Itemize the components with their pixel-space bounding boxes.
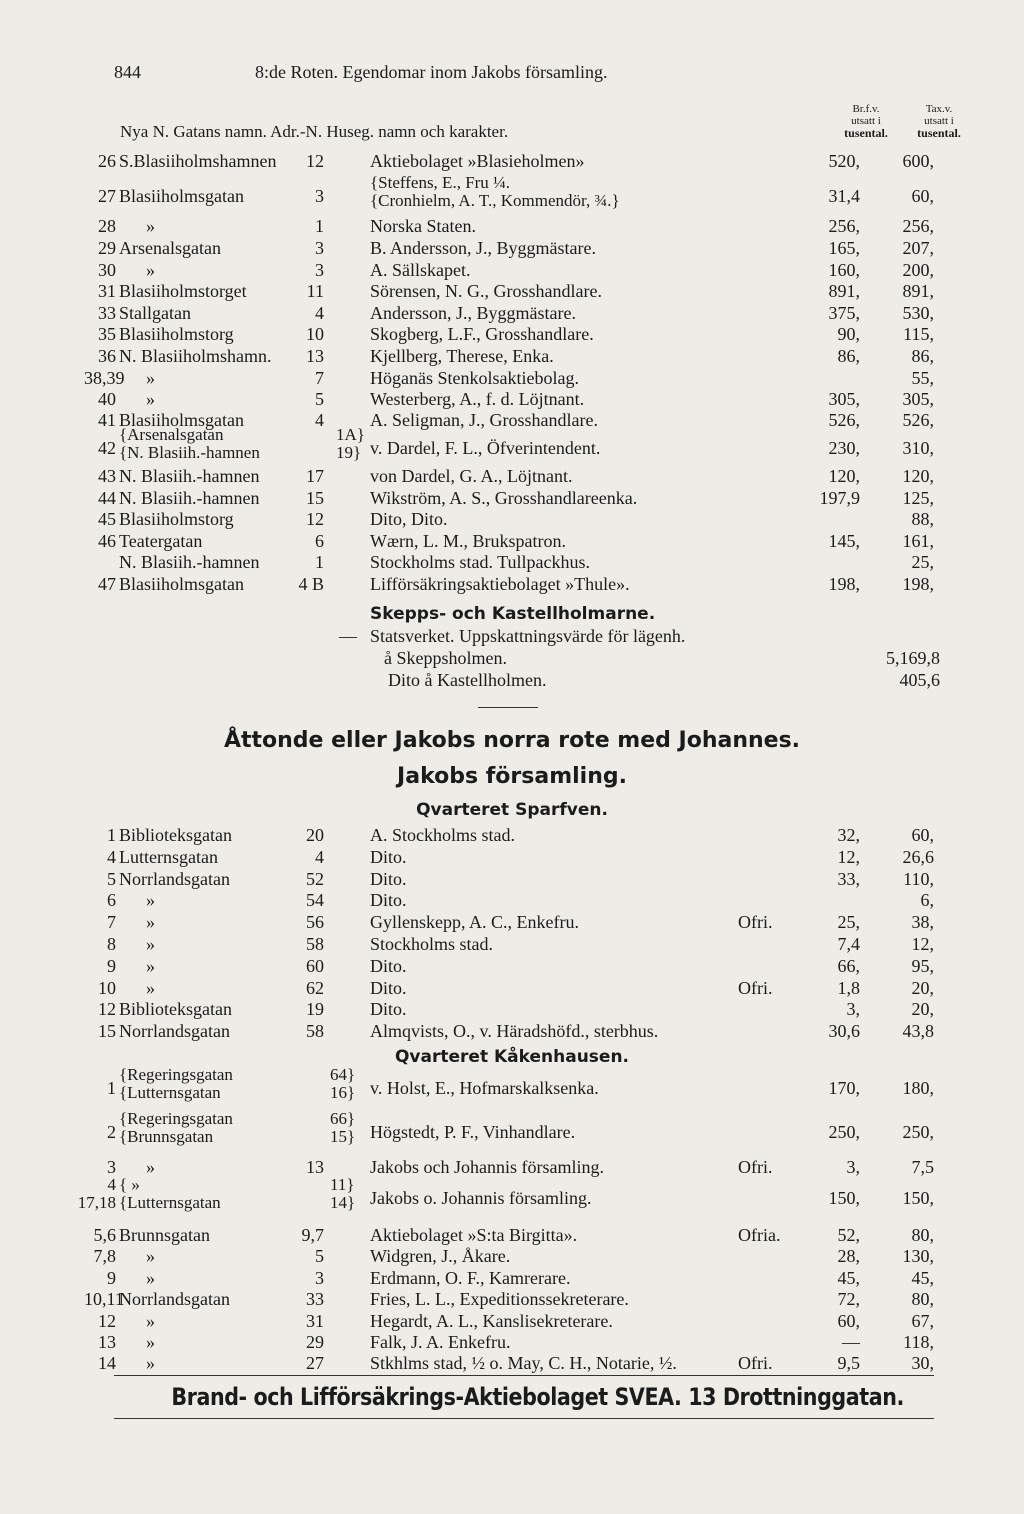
fire-insurance-value: 7,4 — [837, 934, 860, 954]
owner-name: A. Sällskapet. — [370, 260, 471, 280]
section-title: Åttonde eller Jakobs norra rote med Johannes. — [223, 728, 801, 753]
table-row — [0, 824, 1024, 846]
table-row — [0, 465, 1024, 487]
quarter-heading-sparfven: Qvarteret Sparfven. — [416, 800, 608, 820]
tax-value: 526, — [902, 410, 934, 430]
address-number: 5 — [315, 1246, 324, 1267]
row-number: 1 — [107, 825, 116, 845]
owner-cell: v. Holst, E., Hofmarskalksenka. — [370, 1078, 599, 1098]
street-name: Blasiiholmstorg — [119, 509, 234, 530]
tax-value: 207, — [902, 238, 934, 258]
row-number: 15 — [98, 1021, 116, 1042]
address-number: 20 — [306, 825, 324, 845]
address-number: 4 — [315, 846, 324, 867]
owner-name: Aktiebolaget »Blasieholmen» — [370, 151, 585, 171]
fire-insurance-value: 60, — [837, 1310, 860, 1331]
table-row — [0, 1109, 1024, 1152]
owner-name: Skogberg, L.F., Grosshandlare. — [370, 324, 594, 344]
street-name: » — [146, 890, 155, 911]
address-number: 54 — [306, 890, 324, 911]
address-number: 60 — [306, 955, 324, 976]
tax-value: 161, — [902, 530, 934, 551]
tax-value: 26,6 — [902, 846, 934, 867]
tax-value: 80, — [911, 1289, 934, 1310]
table-row: 27 Blasiiholmsgatan 3 {Steffens, E., Fru ¼. {Cronhielm, A. T., Kommendör, ¾.} 31,4 60, — [98, 173, 934, 210]
fire-insurance-value: 25, — [837, 912, 860, 933]
fire-insurance-value: 165, — [828, 238, 860, 258]
table-row — [0, 955, 1024, 977]
exempt-flag: Ofri. — [738, 977, 773, 998]
tax-value: 115, — [903, 324, 934, 344]
row-number: 41 — [98, 410, 116, 430]
owner-name: A. Seligman, J., Grosshandlare. — [370, 410, 598, 430]
address-number: 19 — [306, 999, 324, 1020]
street-name: » — [146, 1267, 155, 1288]
fire-insurance-value: 1,8 — [837, 977, 860, 998]
tax-value: 256, — [902, 216, 934, 236]
footer-rule-bottom — [114, 1418, 934, 1419]
fire-insurance-value: 28, — [837, 1246, 860, 1267]
row-number: 8 — [107, 934, 116, 954]
column-header-tax: Tax.v. utsatt i tusental. — [917, 103, 961, 140]
gata-cell: {Lutternsgatan — [119, 1083, 221, 1102]
adr-cell: 64} — [330, 1065, 356, 1084]
table-row — [0, 1224, 1024, 1246]
table-row — [0, 1352, 1024, 1374]
fire-insurance-value: — — [842, 1332, 860, 1352]
tax-value: 88, — [911, 509, 934, 530]
owner-name: A. Stockholms stad. — [370, 825, 516, 845]
fire-insurance-value: 32, — [837, 825, 860, 845]
table-row — [0, 1288, 1024, 1310]
tax-value: 305, — [902, 389, 934, 409]
owner-name: Sörensen, N. G., Grosshandlare. — [370, 281, 602, 301]
gata-cell: {Regeringsgatan — [119, 1065, 233, 1084]
row-number: 28 — [98, 216, 116, 236]
tax-value: 20, — [911, 999, 934, 1020]
address-number: 3 — [315, 238, 324, 258]
owner-name: Stockholms stad. Tullpackhus. — [370, 552, 591, 573]
street-name: Teatergatan — [119, 530, 203, 551]
address-number: 62 — [306, 977, 324, 998]
tax-value: 25, — [911, 552, 934, 573]
owner-name: Gyllenskepp, A. C., Enkefru. — [370, 912, 579, 933]
owner-name: Dito. — [370, 955, 407, 976]
row-number: 9 — [107, 1267, 116, 1288]
row-number: 6 — [107, 890, 116, 911]
street-name: Norrlandsgatan — [119, 1021, 230, 1042]
tax-value: 125, — [902, 487, 934, 508]
owner-name: Norska Staten. — [370, 216, 476, 236]
tax-cell: 180, — [902, 1078, 934, 1098]
owner-name: Falk, J. A. Enkefru. — [370, 1332, 511, 1352]
table-row — [0, 868, 1024, 890]
address-number: 7 — [315, 368, 324, 388]
street-name: » — [146, 1246, 155, 1267]
address-number: 5 — [315, 389, 324, 409]
street-name: » — [146, 368, 155, 388]
street-name: N. Blasiih.-hamnen — [119, 466, 260, 486]
fire-insurance-value: 52, — [837, 1225, 860, 1245]
table-row — [0, 388, 1024, 410]
address-number: 1 — [315, 216, 324, 236]
row-number: 10,11 — [84, 1289, 124, 1310]
street-name: Norrlandsgatan — [119, 868, 230, 889]
fire-insurance-value: 33, — [837, 868, 860, 889]
street-name: » — [146, 912, 155, 933]
row-number: 26 — [98, 151, 116, 171]
tax-value: 6, — [920, 890, 934, 911]
row-number: 10 — [98, 977, 116, 998]
exempt-flag: Ofri. — [738, 912, 773, 933]
table-row — [0, 215, 1024, 237]
address-number: 27 — [306, 1353, 324, 1374]
row-number: 7,8 — [93, 1246, 116, 1267]
street-name: » — [146, 955, 155, 976]
owner-name: B. Andersson, J., Byggmästare. — [370, 238, 596, 258]
row-number: 13 — [98, 1332, 116, 1352]
tax-value: 120, — [902, 466, 934, 486]
owner-name: Dito. — [370, 977, 407, 998]
fire-insurance-value: 66, — [837, 955, 860, 976]
table-row — [0, 911, 1024, 933]
tax-value: 80, — [911, 1225, 934, 1245]
table-row: — Statsverket. Uppskattningsvärde för lägenh. — [339, 626, 686, 646]
owner-name: Stockholms stad. — [370, 934, 494, 954]
address-number: 10 — [306, 324, 324, 344]
address-number: 4 — [315, 410, 324, 430]
row-number: 31 — [98, 281, 116, 301]
owner-name: Almqvists, O., v. Häradshöfd., sterbhus. — [370, 1021, 659, 1042]
tax-value: 20, — [911, 977, 934, 998]
tax-value: 45, — [911, 1267, 934, 1288]
street-name: Blasiiholmstorget — [119, 281, 247, 301]
table-row — [0, 1267, 1024, 1289]
table-row — [0, 508, 1024, 530]
address-number: 15 — [306, 487, 324, 508]
owner-name: Wikström, A. S., Grosshandlareenka. — [370, 487, 638, 508]
table-row: 4 17,18 { » {Lutternsgatan 11} 14} Jakobs o. Johannis församling. 150, 150, — [77, 1175, 934, 1212]
table-row — [0, 1310, 1024, 1332]
street-name: » — [146, 216, 155, 236]
fire-insurance-value: 72, — [837, 1289, 860, 1310]
fire-insurance-value: 526, — [828, 410, 860, 430]
table-row — [0, 846, 1024, 868]
row-number: 30 — [98, 260, 116, 280]
table-row — [0, 259, 1024, 281]
section-heading-skepps: Skepps- och Kastellholmarne. — [370, 604, 656, 624]
fire-insurance-value: 45, — [837, 1267, 860, 1288]
br-cell: 250, — [828, 1122, 860, 1142]
row-number: 5,6 — [93, 1225, 116, 1245]
fire-insurance-value: 145, — [828, 530, 860, 551]
street-name: Blasiiholmsgatan — [119, 410, 244, 430]
table-row — [0, 323, 1024, 345]
tax-value: 118, — [903, 1332, 934, 1352]
street-name: » — [146, 977, 155, 998]
gata-cell: {Regeringsgatan — [119, 1109, 233, 1128]
table-row — [0, 367, 1024, 389]
page-number: 844 — [114, 62, 141, 82]
street-name: » — [146, 934, 155, 954]
table-row — [0, 487, 1024, 509]
row-number: 35 — [98, 324, 116, 344]
row-number: 4 — [107, 846, 116, 867]
row-number: 47 — [98, 574, 116, 594]
gata-cell: {Brunnsgatan — [119, 1127, 214, 1146]
address-number: 6 — [315, 530, 324, 551]
street-name: » — [146, 1332, 155, 1352]
street-name: » — [146, 1310, 155, 1331]
fire-insurance-value: 891, — [828, 281, 860, 301]
owner-name: Wærn, L. M., Brukspatron. — [370, 530, 566, 551]
address-number: 3 — [315, 260, 324, 280]
table-row — [0, 573, 1024, 595]
fire-insurance-value: 305, — [828, 389, 860, 409]
table-row — [0, 998, 1024, 1020]
street-name: Brunnsgatan — [119, 1225, 210, 1245]
owner-name: Lifförsäkringsaktiebolaget »Thule». — [370, 574, 630, 594]
street-name: S.Blasiiholmshamnen — [119, 151, 277, 171]
row-number: 9 — [107, 955, 116, 976]
table-row — [0, 551, 1024, 573]
fire-insurance-value: 90, — [837, 324, 860, 344]
owner-name: Fries, L. L., Expeditionssekreterare. — [370, 1289, 629, 1310]
fire-insurance-value: 86, — [837, 346, 860, 366]
column-header-br: Br.f.v. utsatt i tusental. — [844, 103, 888, 140]
tax-value: 38, — [911, 912, 934, 933]
owner-name: Dito. — [370, 999, 407, 1020]
address-number: 31 — [306, 1310, 324, 1331]
table-row — [0, 977, 1024, 999]
running-header: 8:de Roten. Egendomar inom Jakobs församling. — [255, 62, 608, 82]
street-name: Blasiiholmsgatan — [119, 574, 244, 594]
fire-insurance-value: 256, — [828, 216, 860, 236]
tax-value: 130, — [902, 1246, 934, 1267]
exempt-flag: Ofri. — [738, 1353, 773, 1374]
section-subtitle: Jakobs församling. — [397, 764, 627, 789]
fire-insurance-value: 198, — [828, 574, 860, 594]
adr-cell: 66} — [330, 1109, 356, 1128]
street-name: Lutternsgatan — [119, 846, 218, 867]
owner-name: von Dardel, G. A., Löjtnant. — [370, 466, 573, 486]
fire-insurance-value: 9,5 — [837, 1353, 860, 1374]
owner-name: Westerberg, A., f. d. Löjtnant. — [370, 389, 585, 409]
street-name: » — [146, 260, 155, 280]
owner-name: Dito, Dito. — [370, 509, 448, 530]
row-number: 45 — [98, 509, 116, 530]
tax-value: 55, — [911, 368, 934, 388]
row-number: 29 — [98, 238, 116, 258]
tax-value: 110, — [903, 868, 934, 889]
table-row — [0, 302, 1024, 324]
address-number: 52 — [306, 868, 324, 889]
street-name: Norrlandsgatan — [119, 1289, 230, 1310]
owner-name: Hegardt, A. L., Kanslisekreterare. — [370, 1310, 613, 1331]
table-row — [0, 530, 1024, 552]
footer-advert: Brand- och Lifförsäkrings-Aktiebolaget SVEA. 13 Drottninggatan. — [171, 1383, 904, 1411]
fire-insurance-value: 160, — [828, 260, 860, 280]
tax-value: 43,8 — [902, 1021, 934, 1042]
tax-value: 67, — [911, 1310, 934, 1331]
fire-insurance-value: 197,9 — [819, 487, 860, 508]
street-name: » — [146, 1353, 155, 1374]
row-number: 44 — [98, 487, 116, 508]
address-number: 58 — [306, 934, 324, 954]
street-name: N. Blasiiholmshamn. — [119, 346, 272, 366]
table-row — [0, 150, 1024, 172]
tax-cell: 250, — [902, 1122, 934, 1142]
row-number: 5 — [107, 868, 116, 889]
owner-name: Aktiebolaget »S:ta Birgitta». — [370, 1225, 578, 1245]
table-row: Dito å Kastellholmen. 405,6 — [388, 670, 940, 690]
address-number: 3 — [315, 1267, 324, 1288]
row-number: 33 — [98, 303, 116, 323]
address-number: 12 — [306, 509, 324, 530]
table-row — [0, 933, 1024, 955]
fire-insurance-value: 3, — [846, 999, 860, 1020]
column-header-left: Nya N. Gatans namn. Adr.-N. Huseg. namn och karakter. — [120, 122, 509, 141]
owner-name: Erdmann, O. F., Kamrerare. — [370, 1267, 571, 1288]
fire-insurance-value: 375, — [828, 303, 860, 323]
tax-value: 60, — [911, 825, 934, 845]
nr-cell: 2 — [107, 1122, 116, 1142]
table-row — [0, 280, 1024, 302]
table-row — [0, 1065, 1024, 1108]
row-number: 36 — [98, 346, 116, 366]
address-number: 13 — [306, 346, 324, 366]
address-number: 12 — [306, 151, 324, 171]
table-row — [0, 1020, 1024, 1042]
street-name: Biblioteksgatan — [119, 999, 232, 1020]
row-number: 40 — [98, 389, 116, 409]
tax-value: 86, — [911, 346, 934, 366]
table-row: å Skeppsholmen. 5,169,8 — [384, 648, 940, 668]
row-number: 43 — [98, 466, 116, 486]
owner-name: Dito. — [370, 868, 407, 889]
owner-cell: Högstedt, P. F., Vinhandlare. — [370, 1122, 576, 1142]
owner-name: Dito. — [370, 890, 407, 911]
table-row — [0, 1331, 1024, 1353]
address-number: 33 — [306, 1289, 324, 1310]
address-number: 4 B — [298, 574, 324, 594]
divider — [478, 707, 538, 708]
nr-cell: 1 — [107, 1078, 116, 1098]
owner-name: Andersson, J., Byggmästare. — [370, 303, 576, 323]
row-number: 12 — [98, 999, 116, 1020]
tax-value: 891, — [902, 281, 934, 301]
fire-insurance-value: 12, — [837, 846, 860, 867]
adr-cell: 16} — [330, 1083, 356, 1102]
owner-name: Kjellberg, Therese, Enka. — [370, 346, 554, 366]
street-name: Blasiiholmstorg — [119, 324, 234, 344]
fire-insurance-value: 520, — [828, 151, 860, 171]
tax-value: 530, — [902, 303, 934, 323]
adr-cell: 15} — [330, 1127, 356, 1146]
row-number: 46 — [98, 530, 116, 551]
row-number: 38,39 — [84, 368, 125, 388]
row-number: 7 — [107, 912, 116, 933]
table-row — [0, 1245, 1024, 1267]
owner-name: Dito. — [370, 846, 407, 867]
street-name: Stallgatan — [119, 303, 191, 323]
address-number: 4 — [315, 303, 324, 323]
tax-value: 200, — [902, 260, 934, 280]
address-number: 29 — [306, 1332, 324, 1352]
tax-value: 198, — [902, 574, 934, 594]
row-number: 14 — [98, 1353, 116, 1374]
tax-value: 30, — [911, 1353, 934, 1374]
street-name: » — [146, 389, 155, 409]
tax-value: 12, — [911, 934, 934, 954]
tax-value: 95, — [911, 955, 934, 976]
address-number: 1 — [315, 552, 324, 573]
address-number: 58 — [306, 1021, 324, 1042]
owner-name: Widgren, J., Åkare. — [370, 1246, 511, 1267]
table-row — [0, 889, 1024, 911]
address-number: 9,7 — [301, 1225, 324, 1245]
footer-rule-top — [114, 1375, 934, 1376]
owner-name: Stkhlms stad, ½ o. May, C. H., Notarie, ½. — [370, 1353, 677, 1374]
table-row — [0, 237, 1024, 259]
owner-name: Höganäs Stenkolsaktiebolag. — [370, 368, 579, 388]
street-name: N. Blasiih.-hamnen — [119, 487, 260, 508]
exempt-flag: Ofria. — [738, 1225, 781, 1245]
row-number: 12 — [98, 1310, 116, 1331]
address-number: 17 — [306, 466, 324, 486]
street-name: Biblioteksgatan — [119, 825, 232, 845]
quarter-heading-kakenhausen: Qvarteret Kåkenhausen. — [394, 1047, 629, 1067]
br-cell: 170, — [828, 1078, 860, 1098]
tax-value: 600, — [902, 151, 934, 171]
table-row: 3 » 13 Jakobs och Johannis församling. Ofri. 3, 7,5 — [107, 1157, 934, 1177]
fire-insurance-value: 120, — [828, 466, 860, 486]
address-number: 56 — [306, 912, 324, 933]
address-number: 11 — [306, 281, 324, 301]
table-row: 42 {Arsenalsgatan {N. Blasiih.-hamnen 1A} 19} v. Dardel, F. L., Öfverintendent. 230, 310, — [98, 425, 934, 462]
table-row — [0, 345, 1024, 367]
fire-insurance-value: 30,6 — [828, 1021, 860, 1042]
street-name: Arsenalsgatan — [119, 238, 221, 258]
street-name: N. Blasiih.-hamnen — [119, 552, 260, 573]
